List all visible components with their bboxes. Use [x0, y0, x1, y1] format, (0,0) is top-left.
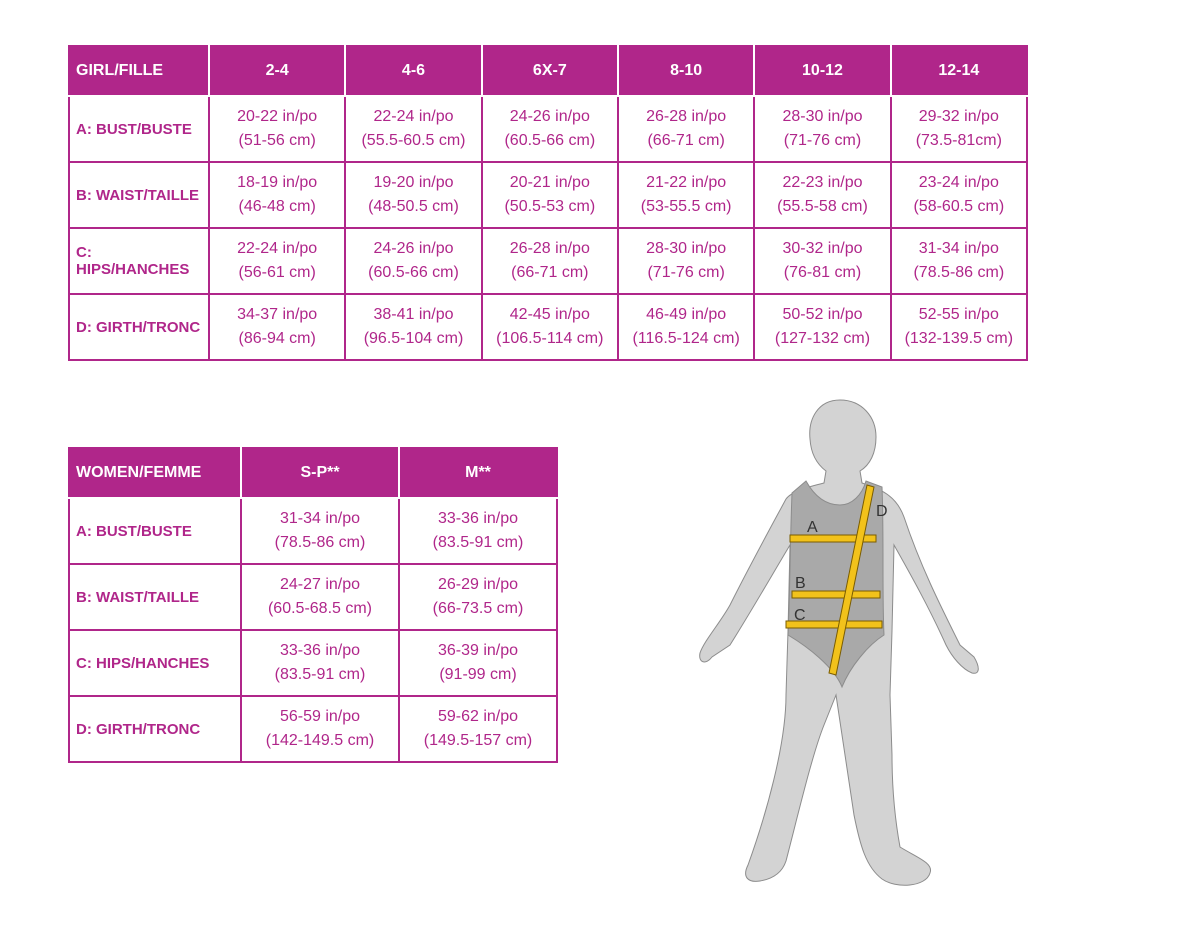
girl-measure-cell	[345, 294, 481, 360]
inches-value: 59-62 in/po	[437, 708, 519, 725]
centimeters-value: (66-71 cm)	[511, 264, 589, 281]
centimeters-value: (50.5-53 cm)	[504, 198, 596, 215]
women-measure-cell	[241, 564, 399, 630]
centimeters-value: (127-132 cm)	[774, 330, 871, 347]
centimeters-value: (132-139.5 cm)	[904, 330, 1014, 347]
girl-measure-cell	[618, 162, 754, 228]
girl-row-label: B: WAIST/TAILLE	[69, 162, 209, 228]
centimeters-value: (66-73.5 cm)	[432, 600, 524, 617]
inches-value: 52-55 in/po	[918, 306, 999, 323]
centimeters-value: (48-50.5 cm)	[368, 198, 459, 215]
women-table-row	[69, 696, 557, 762]
figure-label-d: D	[876, 503, 888, 520]
girl-measure-cell	[618, 228, 754, 294]
centimeters-value: (76-81 cm)	[783, 264, 862, 281]
women-measure-cell	[241, 498, 399, 564]
girl-measure-cell	[345, 162, 481, 228]
girl-measure-cell	[754, 96, 890, 162]
centimeters-value: (73.5-81cm)	[915, 132, 1002, 149]
women-row-label: A: BUST/BUSTE	[69, 498, 241, 564]
centimeters-value: (116.5-124 cm)	[632, 330, 740, 347]
women-measure-cell	[241, 696, 399, 762]
centimeters-value: (83.5-91 cm)	[274, 666, 366, 683]
inches-value: 56-59 in/po	[279, 708, 361, 725]
centimeters-value: (60.5-68.5 cm)	[267, 600, 373, 617]
girl-row-label: D: GIRTH/TRONC	[69, 294, 209, 360]
girl-measure-cell	[482, 228, 618, 294]
centimeters-value: (55.5-60.5 cm)	[361, 132, 466, 149]
girl-measure-cell	[209, 162, 345, 228]
girl-header-size: 12-14	[891, 46, 1027, 96]
centimeters-value: (51-56 cm)	[238, 132, 316, 149]
inches-value: 31-34 in/po	[918, 240, 999, 257]
inches-value: 33-36 in/po	[279, 642, 361, 659]
girl-measure-cell	[754, 294, 890, 360]
women-measure-cell	[399, 630, 557, 696]
women-measure-cell	[399, 498, 557, 564]
women-table-row	[69, 630, 557, 696]
girl-header-row	[69, 46, 1027, 96]
figure-label-b: B	[795, 575, 806, 592]
women-header-row	[69, 448, 557, 498]
girl-measure-cell	[891, 96, 1027, 162]
inches-value: 26-28 in/po	[509, 240, 590, 257]
girl-measure-cell	[754, 162, 890, 228]
inches-value: 33-36 in/po	[437, 510, 519, 527]
inches-value: 20-21 in/po	[509, 174, 590, 191]
girl-measure-cell	[209, 294, 345, 360]
measurement-figure	[690, 395, 990, 890]
girl-table-row	[69, 96, 1027, 162]
inches-value: 42-45 in/po	[509, 306, 590, 323]
centimeters-value: (55.5-58 cm)	[777, 198, 868, 215]
girl-header-size: 4-6	[345, 46, 481, 96]
girl-measure-cell	[482, 162, 618, 228]
girl-row-label: A: BUST/BUSTE	[69, 96, 209, 162]
inches-value: 24-27 in/po	[279, 576, 361, 593]
centimeters-value: (60.5-66 cm)	[368, 264, 459, 281]
girl-header-title: GIRL/FILLE	[69, 46, 209, 96]
centimeters-value: (149.5-157 cm)	[423, 732, 533, 749]
centimeters-value: (91-99 cm)	[439, 666, 517, 683]
tape-measure-b	[792, 591, 880, 598]
women-size-table	[68, 447, 558, 763]
girl-measure-cell	[482, 294, 618, 360]
centimeters-value: (142-149.5 cm)	[265, 732, 375, 749]
girl-measure-cell	[482, 96, 618, 162]
girl-row-label: C: HIPS/HANCHES	[69, 228, 209, 294]
centimeters-value: (71-76 cm)	[647, 264, 725, 281]
centimeters-value: (83.5-91 cm)	[432, 534, 524, 551]
women-measure-cell	[399, 564, 557, 630]
women-table-row	[69, 498, 557, 564]
centimeters-value: (86-94 cm)	[238, 330, 316, 347]
inches-value: 46-49 in/po	[646, 306, 727, 323]
centimeters-value: (78.5-86 cm)	[274, 534, 366, 551]
centimeters-value: (46-48 cm)	[238, 198, 316, 215]
girl-measure-cell	[891, 162, 1027, 228]
girl-table-row	[69, 162, 1027, 228]
inches-value: 26-29 in/po	[437, 576, 519, 593]
girl-measure-cell	[618, 294, 754, 360]
women-row-label: D: GIRTH/TRONC	[69, 696, 241, 762]
figure-label-a: A	[807, 519, 818, 536]
girl-measure-cell	[209, 228, 345, 294]
inches-value: 22-24 in/po	[373, 108, 454, 125]
women-header-title: WOMEN/FEMME	[69, 448, 241, 498]
inches-value: 20-22 in/po	[237, 108, 318, 125]
girl-size-table	[68, 45, 1028, 361]
women-header-size: S-P**	[241, 448, 399, 498]
figure-label-c: C	[794, 607, 806, 624]
girl-header-size: 2-4	[209, 46, 345, 96]
centimeters-value: (56-61 cm)	[238, 264, 316, 281]
inches-value: 22-24 in/po	[237, 240, 318, 257]
inches-value: 31-34 in/po	[279, 510, 361, 527]
girl-table-row	[69, 294, 1027, 360]
inches-value: 24-26 in/po	[509, 108, 590, 125]
girl-measure-cell	[345, 96, 481, 162]
girl-header-size: 8-10	[618, 46, 754, 96]
girl-table-row	[69, 228, 1027, 294]
centimeters-value: (60.5-66 cm)	[504, 132, 596, 149]
inches-value: 21-22 in/po	[646, 174, 727, 191]
women-table-row	[69, 564, 557, 630]
inches-value: 28-30 in/po	[646, 240, 727, 257]
girl-measure-cell	[618, 96, 754, 162]
centimeters-value: (78.5-86 cm)	[913, 264, 1005, 281]
centimeters-value: (96.5-104 cm)	[363, 330, 464, 347]
inches-value: 36-39 in/po	[437, 642, 519, 659]
women-measure-cell	[399, 696, 557, 762]
inches-value: 29-32 in/po	[918, 108, 999, 125]
inches-value: 34-37 in/po	[237, 306, 318, 323]
girl-measure-cell	[891, 294, 1027, 360]
girl-header-size: 6X-7	[482, 46, 618, 96]
centimeters-value: (71-76 cm)	[783, 132, 862, 149]
girl-measure-cell	[209, 96, 345, 162]
girl-header-size: 10-12	[754, 46, 890, 96]
women-header-size: M**	[399, 448, 557, 498]
girl-measure-cell	[754, 228, 890, 294]
inches-value: 24-26 in/po	[373, 240, 454, 257]
centimeters-value: (66-71 cm)	[647, 132, 725, 149]
women-row-label: B: WAIST/TAILLE	[69, 564, 241, 630]
girl-measure-cell	[345, 228, 481, 294]
inches-value: 28-30 in/po	[782, 108, 863, 125]
inches-value: 22-23 in/po	[782, 174, 863, 191]
inches-value: 19-20 in/po	[373, 174, 454, 191]
girl-measure-cell	[891, 228, 1027, 294]
inches-value: 23-24 in/po	[918, 174, 999, 191]
inches-value: 26-28 in/po	[646, 108, 727, 125]
inches-value: 38-41 in/po	[373, 306, 454, 323]
centimeters-value: (58-60.5 cm)	[913, 198, 1005, 215]
centimeters-value: (53-55.5 cm)	[640, 198, 732, 215]
inches-value: 50-52 in/po	[782, 306, 863, 323]
women-row-label: C: HIPS/HANCHES	[69, 630, 241, 696]
inches-value: 30-32 in/po	[782, 240, 863, 257]
centimeters-value: (106.5-114 cm)	[496, 330, 604, 347]
inches-value: 18-19 in/po	[237, 174, 318, 191]
women-measure-cell	[241, 630, 399, 696]
